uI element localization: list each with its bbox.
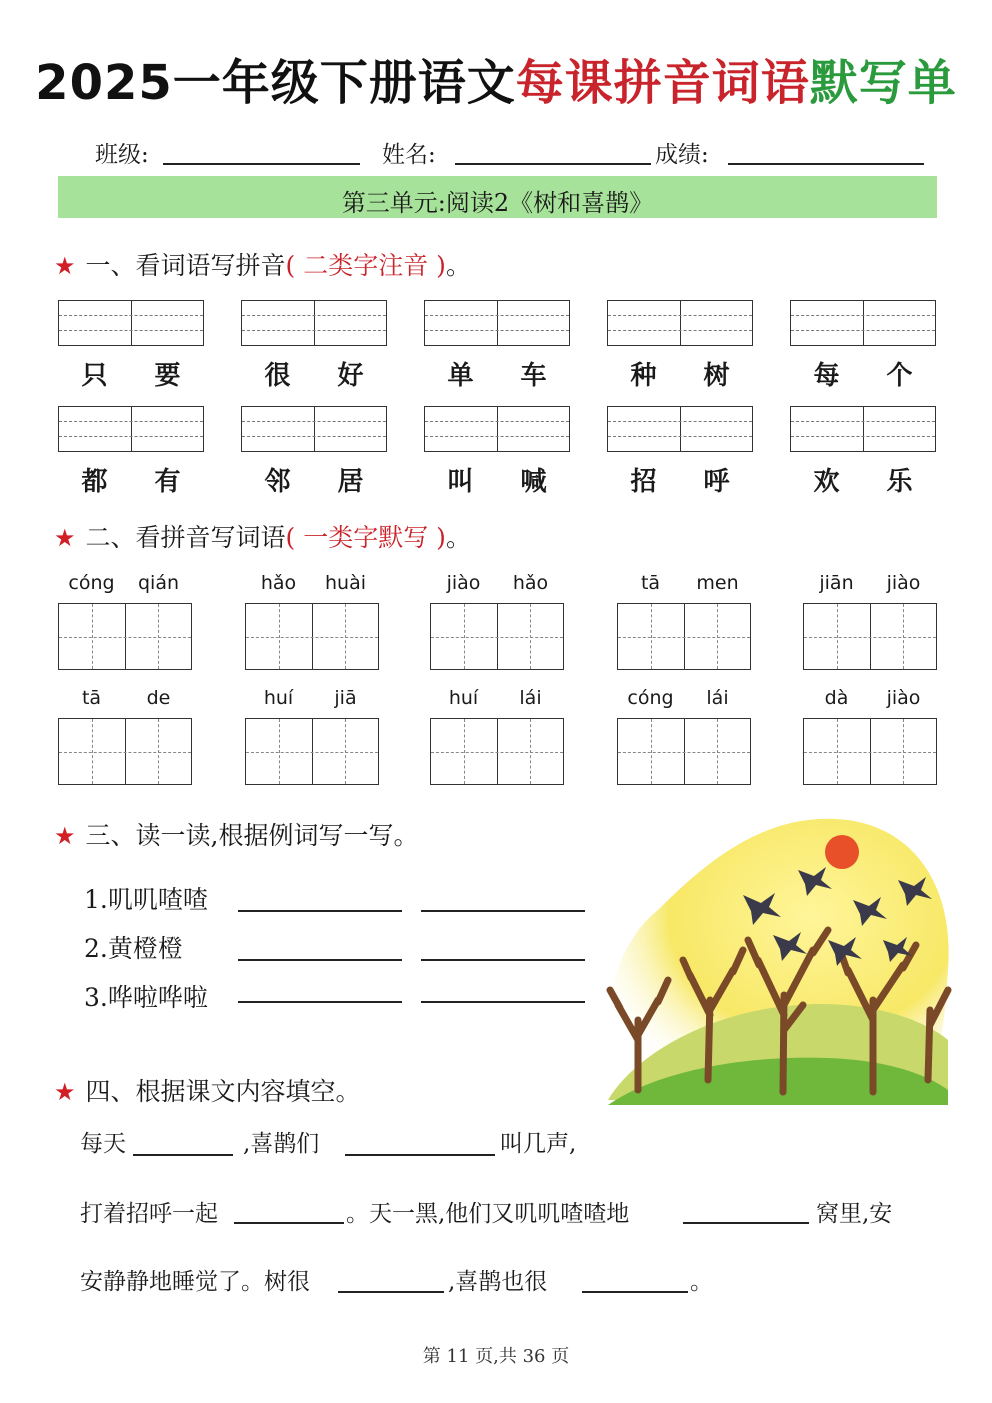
vocabulary-char: 单: [447, 361, 474, 391]
vocabulary-char: 邻: [264, 467, 291, 497]
pinyin-syllable: hǎo: [260, 572, 297, 594]
class-label: 班级:: [95, 142, 149, 168]
tianzige-writing-box[interactable]: [245, 603, 379, 670]
fill-blank[interactable]: [338, 1291, 444, 1293]
tianzige-writing-box[interactable]: [430, 718, 564, 785]
pinyin-writing-box[interactable]: [424, 300, 570, 346]
fill-blank[interactable]: [234, 1222, 344, 1224]
name-label: 姓名:: [382, 142, 436, 168]
title-part-1: 2025一年级下册语文: [35, 55, 516, 111]
section-2-end: 。: [445, 523, 471, 552]
section-3-title: 三、读一读,根据例词写一写。: [85, 821, 419, 850]
pinyin-syllable: tā: [640, 572, 661, 594]
vocabulary-char: 车: [520, 361, 547, 391]
vocabulary-char: 树: [703, 361, 730, 391]
fill-blank[interactable]: [345, 1154, 495, 1156]
pinyin-writing-box[interactable]: [424, 406, 570, 452]
score-field[interactable]: [728, 163, 924, 165]
section-1-hint: ( 二类字注音 ): [285, 251, 446, 280]
answer-blank[interactable]: [421, 910, 585, 912]
section-3-heading: [54, 816, 418, 852]
vocabulary-char: 欢: [813, 467, 840, 497]
vocabulary-char: 喊: [520, 467, 547, 497]
tianzige-writing-box[interactable]: [58, 603, 192, 670]
answer-blank[interactable]: [421, 1001, 585, 1003]
pinyin-syllable: cóng: [627, 687, 674, 709]
answer-blank[interactable]: [238, 959, 402, 961]
example-word-3: 3.哗啦哗啦: [84, 983, 208, 1012]
title-part-2: 每课拼音词语: [515, 55, 810, 111]
pinyin-writing-box[interactable]: [790, 300, 936, 346]
fill-text: 安静静地睡觉了。树很: [80, 1269, 310, 1295]
vocabulary-char: 有: [154, 467, 181, 497]
star-icon: ★: [54, 822, 76, 850]
fill-blank[interactable]: [683, 1222, 809, 1224]
fill-text: 。: [690, 1269, 713, 1295]
pinyin-syllable: dà: [824, 687, 849, 709]
star-icon: ★: [54, 252, 76, 280]
pinyin-writing-box[interactable]: [607, 300, 753, 346]
magpies-trees-illustration: [598, 800, 954, 1110]
pinyin-syllable: jiào: [886, 687, 921, 709]
pinyin-syllable: de: [146, 687, 171, 709]
pinyin-syllable: jiān: [819, 572, 854, 594]
pinyin-syllable: huí: [448, 687, 479, 709]
pinyin-syllable: huí: [263, 687, 294, 709]
pinyin-writing-box[interactable]: [607, 406, 753, 452]
vocabulary-char: 很: [264, 361, 291, 391]
answer-blank[interactable]: [238, 1001, 402, 1003]
section-2-heading: [54, 518, 471, 554]
fill-text: 每天: [80, 1131, 126, 1157]
vocabulary-char: 乐: [886, 467, 913, 497]
pinyin-syllable: tā: [81, 687, 102, 709]
vocabulary-char: 每: [813, 361, 840, 391]
fill-text: 窝里,安: [816, 1201, 893, 1227]
answer-blank[interactable]: [238, 910, 402, 912]
section-1-heading: [54, 246, 471, 282]
pinyin-syllable: lái: [706, 687, 729, 709]
score-label: 成绩:: [655, 142, 709, 168]
vocabulary-char: 只: [81, 361, 108, 391]
fill-text: ,喜鹊们: [243, 1131, 320, 1157]
tianzige-writing-box[interactable]: [58, 718, 192, 785]
section-2-hint: ( 一类字默写 ): [285, 523, 446, 552]
pinyin-writing-box[interactable]: [790, 406, 936, 452]
name-field[interactable]: [455, 163, 651, 165]
title-part-3: 默写单: [809, 55, 957, 111]
tianzige-writing-box[interactable]: [803, 718, 937, 785]
vocabulary-char: 个: [886, 361, 913, 391]
pinyin-syllable: jiào: [446, 572, 481, 594]
tianzige-writing-box[interactable]: [245, 718, 379, 785]
fill-text: 叫几声,: [500, 1131, 577, 1157]
pinyin-syllable: men: [696, 572, 739, 594]
pinyin-syllable: jiā: [334, 687, 357, 709]
pinyin-syllable: hǎo: [512, 572, 549, 594]
pinyin-syllable: lái: [519, 687, 542, 709]
section-2-title: 二、看拼音写词语: [85, 523, 286, 552]
pinyin-writing-box[interactable]: [241, 406, 387, 452]
unit-title: 第三单元:阅读2《树和喜鹊》: [341, 189, 654, 217]
class-field[interactable]: [163, 163, 360, 165]
tianzige-writing-box[interactable]: [430, 603, 564, 670]
answer-blank[interactable]: [421, 959, 585, 961]
section-1-title: 一、看词语写拼音: [85, 251, 286, 280]
section-1-end: 。: [445, 251, 471, 280]
page-number: 第 11 页,共 36 页: [422, 1346, 570, 1367]
pinyin-writing-box[interactable]: [58, 300, 204, 346]
vocabulary-char: 要: [154, 361, 181, 391]
fill-text: 。天一黑,他们又叽叽喳喳地: [346, 1201, 630, 1227]
vocabulary-char: 呼: [703, 467, 730, 497]
vocabulary-char: 种: [630, 361, 657, 391]
tianzige-writing-box[interactable]: [803, 603, 937, 670]
star-icon: ★: [54, 1078, 76, 1106]
unit-banner: [58, 176, 937, 218]
pinyin-syllable: cóng: [68, 572, 115, 594]
page-title: [0, 44, 992, 113]
vocabulary-char: 好: [337, 361, 364, 391]
example-word-2: 2.黄橙橙: [84, 934, 183, 963]
pinyin-syllable: huài: [324, 572, 366, 594]
section-4-title: 四、根据课文内容填空。: [85, 1077, 361, 1106]
vocabulary-char: 叫: [447, 467, 474, 497]
pinyin-syllable: qián: [137, 572, 180, 594]
vocabulary-char: 招: [630, 467, 657, 497]
vocabulary-char: 都: [81, 467, 108, 497]
fill-text: ,喜鹊也很: [448, 1269, 548, 1295]
star-icon: ★: [54, 524, 76, 552]
pinyin-syllable: jiào: [886, 572, 921, 594]
fill-text: 打着招呼一起: [80, 1201, 218, 1227]
pinyin-writing-box[interactable]: [241, 300, 387, 346]
tianzige-writing-box[interactable]: [617, 718, 751, 785]
vocabulary-char: 居: [337, 467, 364, 497]
example-word-1: 1.叽叽喳喳: [84, 885, 208, 914]
tianzige-writing-box[interactable]: [617, 603, 751, 670]
section-4-heading: [54, 1072, 361, 1108]
fill-blank[interactable]: [582, 1291, 688, 1293]
pinyin-writing-box[interactable]: [58, 406, 204, 452]
fill-blank[interactable]: [133, 1154, 233, 1156]
